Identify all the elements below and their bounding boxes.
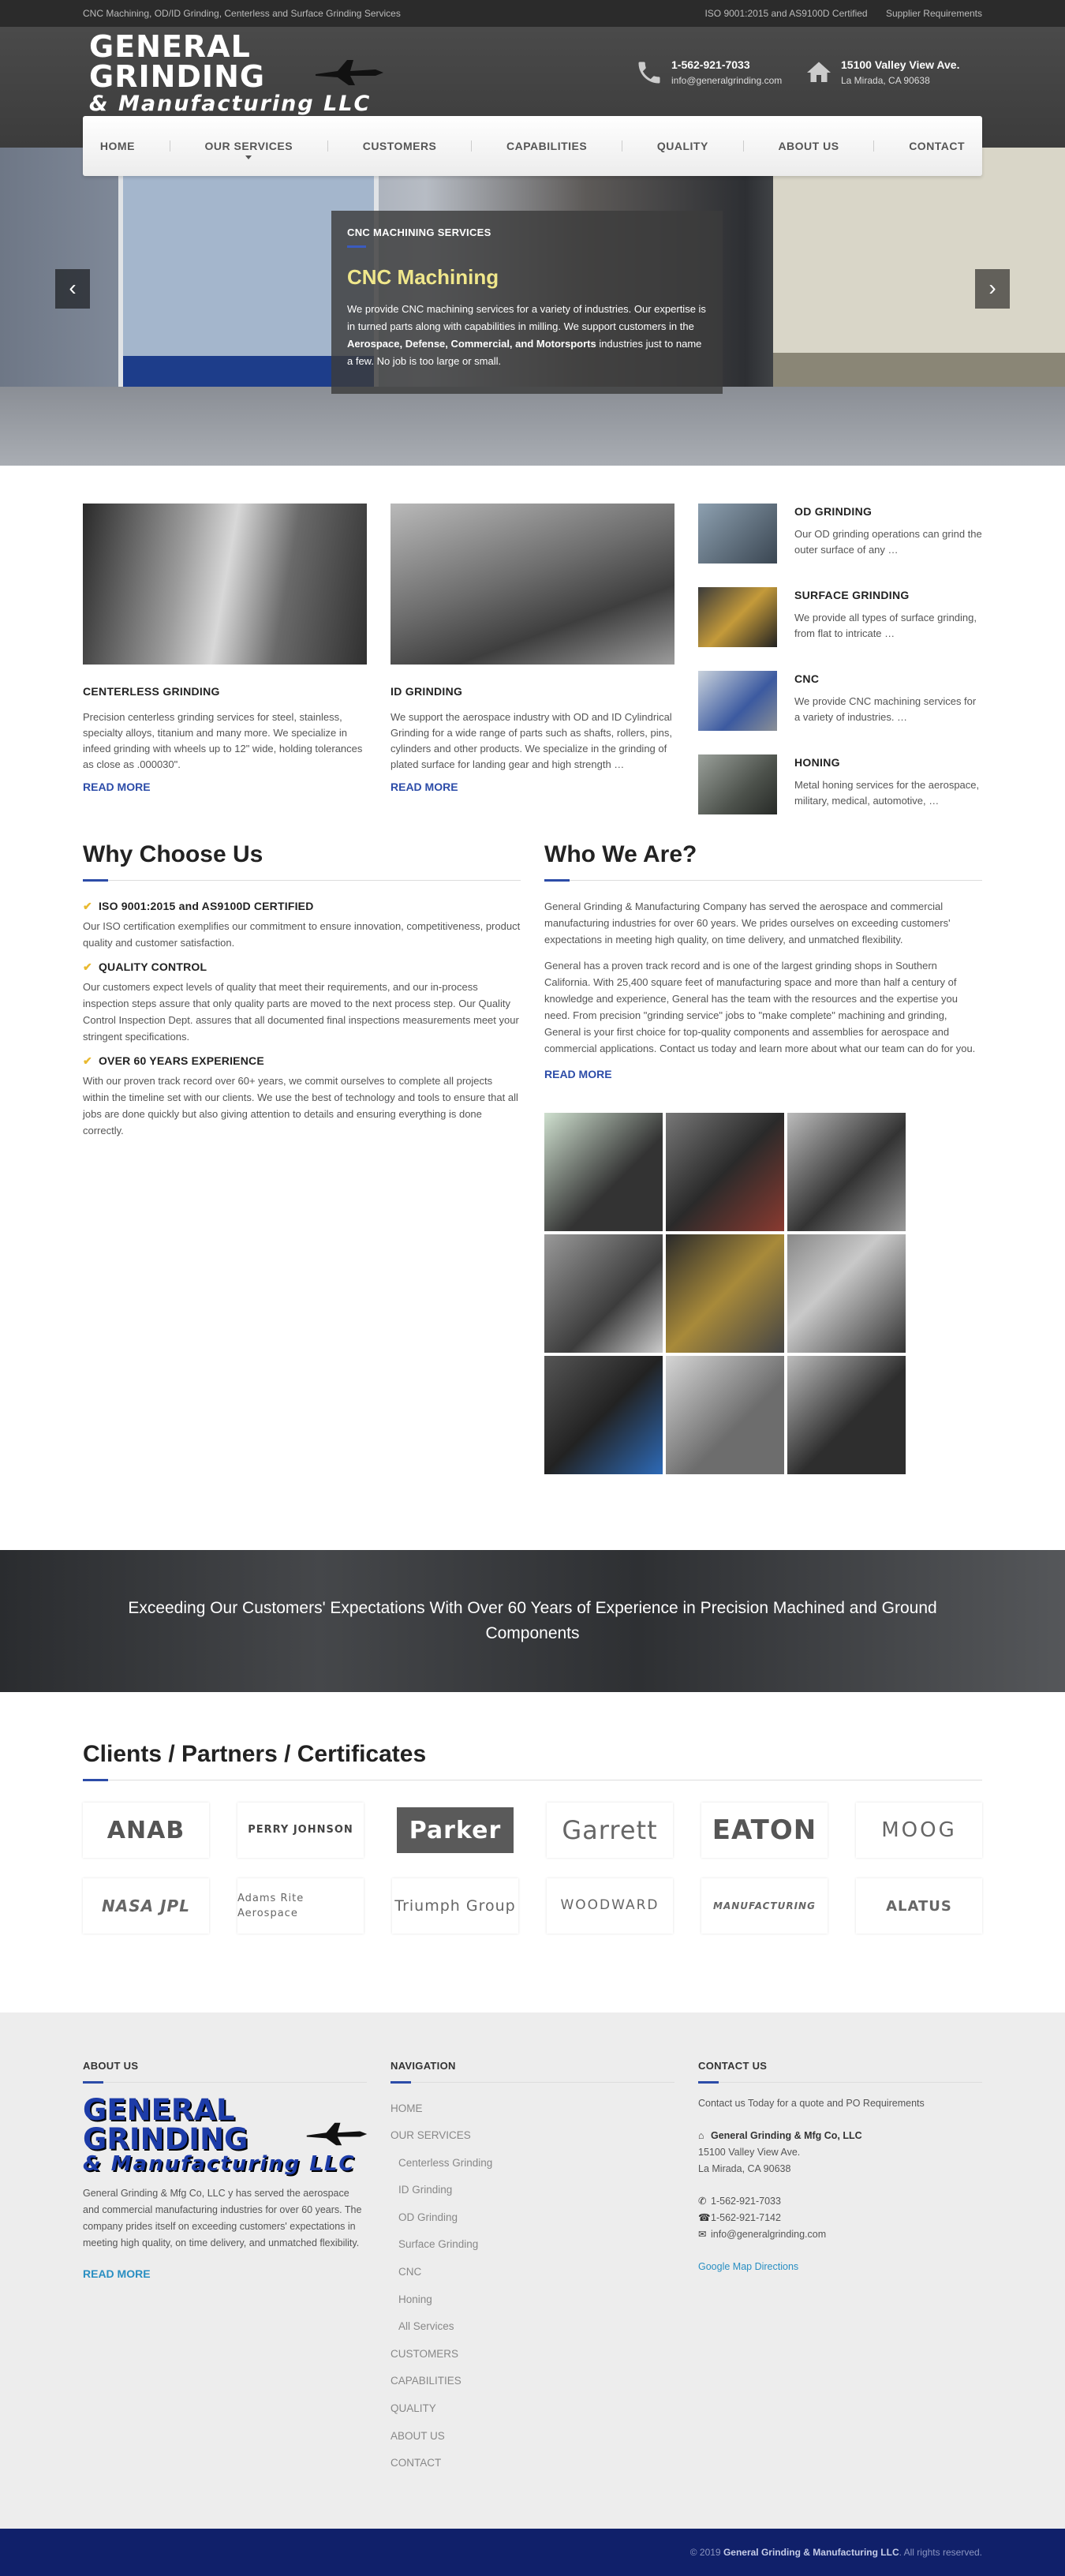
contact-fax: ☎1-562-921-7142 [698,2210,982,2226]
nav-our-services[interactable]: OUR SERVICES [205,138,293,155]
service-card-centerless [83,504,367,837]
site-logo[interactable]: GENERAL GRINDING & Manufacturing LLC [89,32,389,110]
experience-banner [0,1550,1065,1692]
who-paragraph: General has a proven track record and is one of the largest grinding shops in Southern California. With 25,400 square feet of manufacturing space and more than half a century of knowledge and experience, General has the team with the resources and the expertise you need. From precision "grinding service" jobs to "make complete" machining and grinding, General is your first choice for top-quality components and assemblies for aerospace and commercial applications. Contact us today and learn more about what our team can do for you. [544,960,976,1054]
footer-heading: ABOUT US [83,2058,367,2083]
tagline: CNC Machining, OD/ID Grinding, Centerless and Surface Grinding Services [83,8,401,19]
hero-text: We provide CNC machining services for a variety of industries. Our expertise is in turned parts along with capabilities in milling. We support customers in the Aerospace, Defense, Commercial, and Motorsports industries just to name a few. No job is too large or small. [347,302,706,367]
gallery-photo[interactable] [787,1234,906,1353]
main-nav [83,116,982,176]
street-address: 15100 Valley View Ave. [698,2146,801,2158]
client-logo-eaton: EATON [701,1803,828,1858]
service-text: Precision centerless grinding services for steel, stainless, specialty alloys, titanium and many more. We specialize in infeed grinding with wheels up to 12" wide, holding tolerances as close as .000030". [83,711,363,770]
client-logo-manufacturing: MANUFACTURING [701,1878,828,1934]
why-item-title: ✔ ISO 9001:2015 and AS9100D CERTIFIED [83,900,314,912]
service-thumbnail [698,504,777,564]
supplier-link[interactable]: Supplier Requirements [885,8,982,19]
site-header [0,27,1065,152]
gallery-photo[interactable] [666,1356,784,1474]
contact-phone[interactable]: ✆ 1-562-921-7033 [698,2193,982,2210]
nav-divider [743,140,744,152]
footer-nav-od-grinding[interactable]: OD Grinding [398,2211,458,2223]
company-name: ⌂ General Grinding & Mfg Co, LLC [698,2128,982,2144]
footer-nav-about-us[interactable]: ABOUT US [390,2429,445,2442]
nav-capabilities[interactable]: CAPABILITIES [506,139,588,152]
service-image[interactable] [83,504,367,665]
footer-nav-capabilities[interactable]: CAPABILITIES [390,2375,462,2387]
footer-nav-centerless[interactable]: Centerless Grinding [398,2156,493,2169]
footer-heading: NAVIGATION [390,2058,674,2083]
service-text: Our OD grinding operations can grind the outer surface of any … [794,528,982,556]
iso-link[interactable]: ISO 9001:2015 and AS9100D Certified [704,8,868,19]
service-text: Metal honing services for the aerospace, military, medical, automotive, … [794,779,980,807]
nav-about-us[interactable]: ABOUT US [778,139,839,152]
why-choose-us [83,837,521,1550]
check-icon: ✔ [83,900,92,912]
hero-title: CNC Machining [347,264,499,289]
header-phone[interactable]: 1-562-921-7033 info@generalgrinding.com [635,57,782,88]
city-address: La Mirada, CA 90638 [698,2162,791,2174]
client-logos [83,1803,982,1934]
why-item-text: Our customers expect levels of quality that meet their requirements, and our in-process inspection steps assure that only quality parts are moved to the next process step. Our Quality Control Inspection Dept. assures that all documented final inspections measurements meet your stringent specifications. [83,981,519,1043]
section-title: Clients / Partners / Certificates [83,1736,982,1780]
client-logo-alatus: ALATUS [856,1878,982,1934]
gallery-photo[interactable] [787,1356,906,1474]
service-title: OD GRINDING [794,505,873,518]
hero-slider [0,148,1065,466]
about-section [83,837,982,1550]
hero-kicker: CNC MACHINING SERVICES [347,227,491,238]
home-icon [805,58,833,87]
home-icon: ⌂ [698,2129,704,2141]
client-logo-woodward: WOODWARD [547,1878,673,1934]
footer-nav-id-grinding[interactable]: ID Grinding [398,2184,453,2196]
service-title: SURFACE GRINDING [794,589,910,601]
service-item-surface[interactable] [698,587,982,650]
contact-email[interactable]: ✉ info@generalgrinding.com [698,2226,982,2243]
why-item-text: Our ISO certification exemplifies our commitment to ensure innovation, competitiveness, product quality and customer satisfaction. [83,920,521,949]
nav-quality[interactable]: QUALITY [656,139,708,152]
service-title: ID GRINDING [390,685,463,698]
service-card-id [390,504,674,837]
section-title: Why Choose Us [83,837,521,881]
footer-about-text: General Grinding & Mfg Co, LLC y has served the aerospace and commercial manufacturing industries for over 60 years. The company prides itself on exceeding customers' expectations in meeting high quality, on time delivery, and unmatched flexibility. [83,2187,362,2248]
nav-divider [873,140,874,152]
jet-icon [305,2119,368,2149]
envelope-icon: ✉ [698,2228,707,2240]
nav-customers[interactable]: CUSTOMERS [362,139,437,152]
footer-nav-customers[interactable]: CUSTOMERS [390,2347,459,2360]
read-more-link[interactable]: READ MORE [83,781,151,793]
services-section [83,466,982,837]
who-we-are [544,837,982,1550]
nav-contact[interactable]: CONTACT [909,139,966,152]
footer-logo[interactable]: GENERAL GRINDING & Manufacturing LLC [83,2095,367,2173]
footer-nav-home[interactable]: HOME [390,2102,423,2114]
chevron-down-icon [245,155,252,159]
why-item-title: ✔ QUALITY CONTROL [83,960,207,973]
gallery-photo[interactable] [666,1113,784,1231]
read-more-link[interactable]: READ MORE [544,1068,612,1080]
client-logo-garrett: Garrett [547,1803,673,1858]
service-text: We provide CNC machining services for a variety of industries. … [794,695,977,723]
footer-nav-contact[interactable]: CONTACT [390,2457,442,2469]
footer-about [83,2058,367,2477]
service-thumbnail [698,671,777,731]
header-address: 15100 Valley View Ave. La Mirada, CA 90638 [805,57,960,88]
client-logo-moog: MOOG [856,1803,982,1858]
hero-floor [0,387,1065,466]
client-logo-triumph: Triumph Group [392,1878,518,1934]
footer-navigation [390,2058,674,2477]
site-footer [0,2012,1065,2529]
gallery-photo[interactable] [544,1113,663,1231]
why-item-title: ✔ OVER 60 YEARS EXPERIENCE [83,1054,264,1067]
client-logo-anab: ANAB [83,1803,209,1858]
section-title: Who We Are? [544,837,982,881]
gallery-photo[interactable] [666,1234,784,1353]
footer-nav-all-services[interactable]: All Services [398,2320,454,2333]
service-item-cnc[interactable] [698,671,982,734]
photo-gallery [544,1113,982,1474]
footer-nav-honing[interactable]: Honing [398,2293,432,2305]
hero-caption [331,211,723,394]
footer-contact [698,2058,982,2477]
contact-intro: Contact us Today for a quote and PO Requirements [698,2097,925,2109]
service-thumbnail [698,587,777,647]
top-bar [0,0,1065,27]
service-title: HONING [794,756,840,769]
map-directions-link[interactable]: Google Map Directions [698,2260,799,2272]
slider-prev-icon[interactable]: ‹ [55,269,90,309]
nav-divider [327,140,328,152]
client-logo-adams-rite: Adams Rite Aerospace [237,1878,364,1934]
service-thumbnail [698,754,777,814]
service-text: We provide all types of surface grinding, from flat to intricate … [794,612,977,639]
service-title: CNC [794,672,820,685]
clients-section [83,1692,982,2012]
accent-bar [347,245,366,248]
footer-nav-surface[interactable]: Surface Grinding [398,2238,479,2251]
client-logo-parker: Parker [392,1803,518,1858]
check-icon: ✔ [83,960,92,973]
footer-heading: CONTACT US [698,2058,982,2083]
footer-nav-our-services[interactable]: OUR SERVICES [390,2129,471,2142]
who-paragraph: General Grinding & Manufacturing Company has served the aerospace and commercial manufacturing industries for over 60 years. We prides ourselves on exceeding customers' expectations in meeting high quality, on time delivery, and unmatched flexibility. [544,900,951,945]
nav-home[interactable]: HOME [99,139,135,152]
why-item-text: With our proven track record over 60+ years, we commit ourselves to complete all projects within the timeline set with our clients. We use the best of technology and tools to ensure that all jobs are done quickly but also giving attention to details and ensuring everything is done correctly. [83,1075,518,1136]
read-more-link[interactable]: READ MORE [390,781,458,793]
gallery-photo[interactable] [544,1234,663,1353]
fax-icon: ☎ [698,2211,711,2223]
check-icon: ✔ [83,1054,92,1067]
gallery-photo[interactable] [787,1113,906,1231]
client-logo-nasa-jpl: NASA JPL [83,1878,209,1934]
copyright-bar [0,2529,1065,2576]
copyright-text: © 2019 General Grinding & Manufacturing LLC. All rights reserved. [689,2547,982,2558]
service-title: CENTERLESS GRINDING [83,685,220,698]
service-image[interactable] [390,504,674,665]
banner-text: Exceeding Our Customers' Expectations With Over 60 Years of Experience in Precision Machined and Ground Components [128,1599,937,1642]
read-more-link[interactable]: READ MORE [83,2267,151,2280]
service-item-honing[interactable] [698,754,982,818]
footer-nav-quality[interactable]: QUALITY [390,2402,436,2415]
client-logo-perry-johnson: PERRY JOHNSON [237,1803,364,1858]
phone-icon: ✆ [698,2195,707,2207]
service-text: We support the aerospace industry with OD and ID Cylindrical Grinding for a wide range of parts such as shafts, rollers, pins, cylinders and other products. We specialize in the grinding of plated surface for landing gear and high strength … [390,711,672,770]
slider-next-icon[interactable]: › [975,269,1010,309]
service-list [698,504,982,837]
jet-icon [314,57,385,88]
nav-divider [471,140,472,152]
footer-nav-cnc[interactable]: CNC [398,2266,422,2278]
phone-icon [635,58,663,87]
gallery-photo[interactable] [544,1356,663,1474]
service-item-od[interactable] [698,504,982,567]
